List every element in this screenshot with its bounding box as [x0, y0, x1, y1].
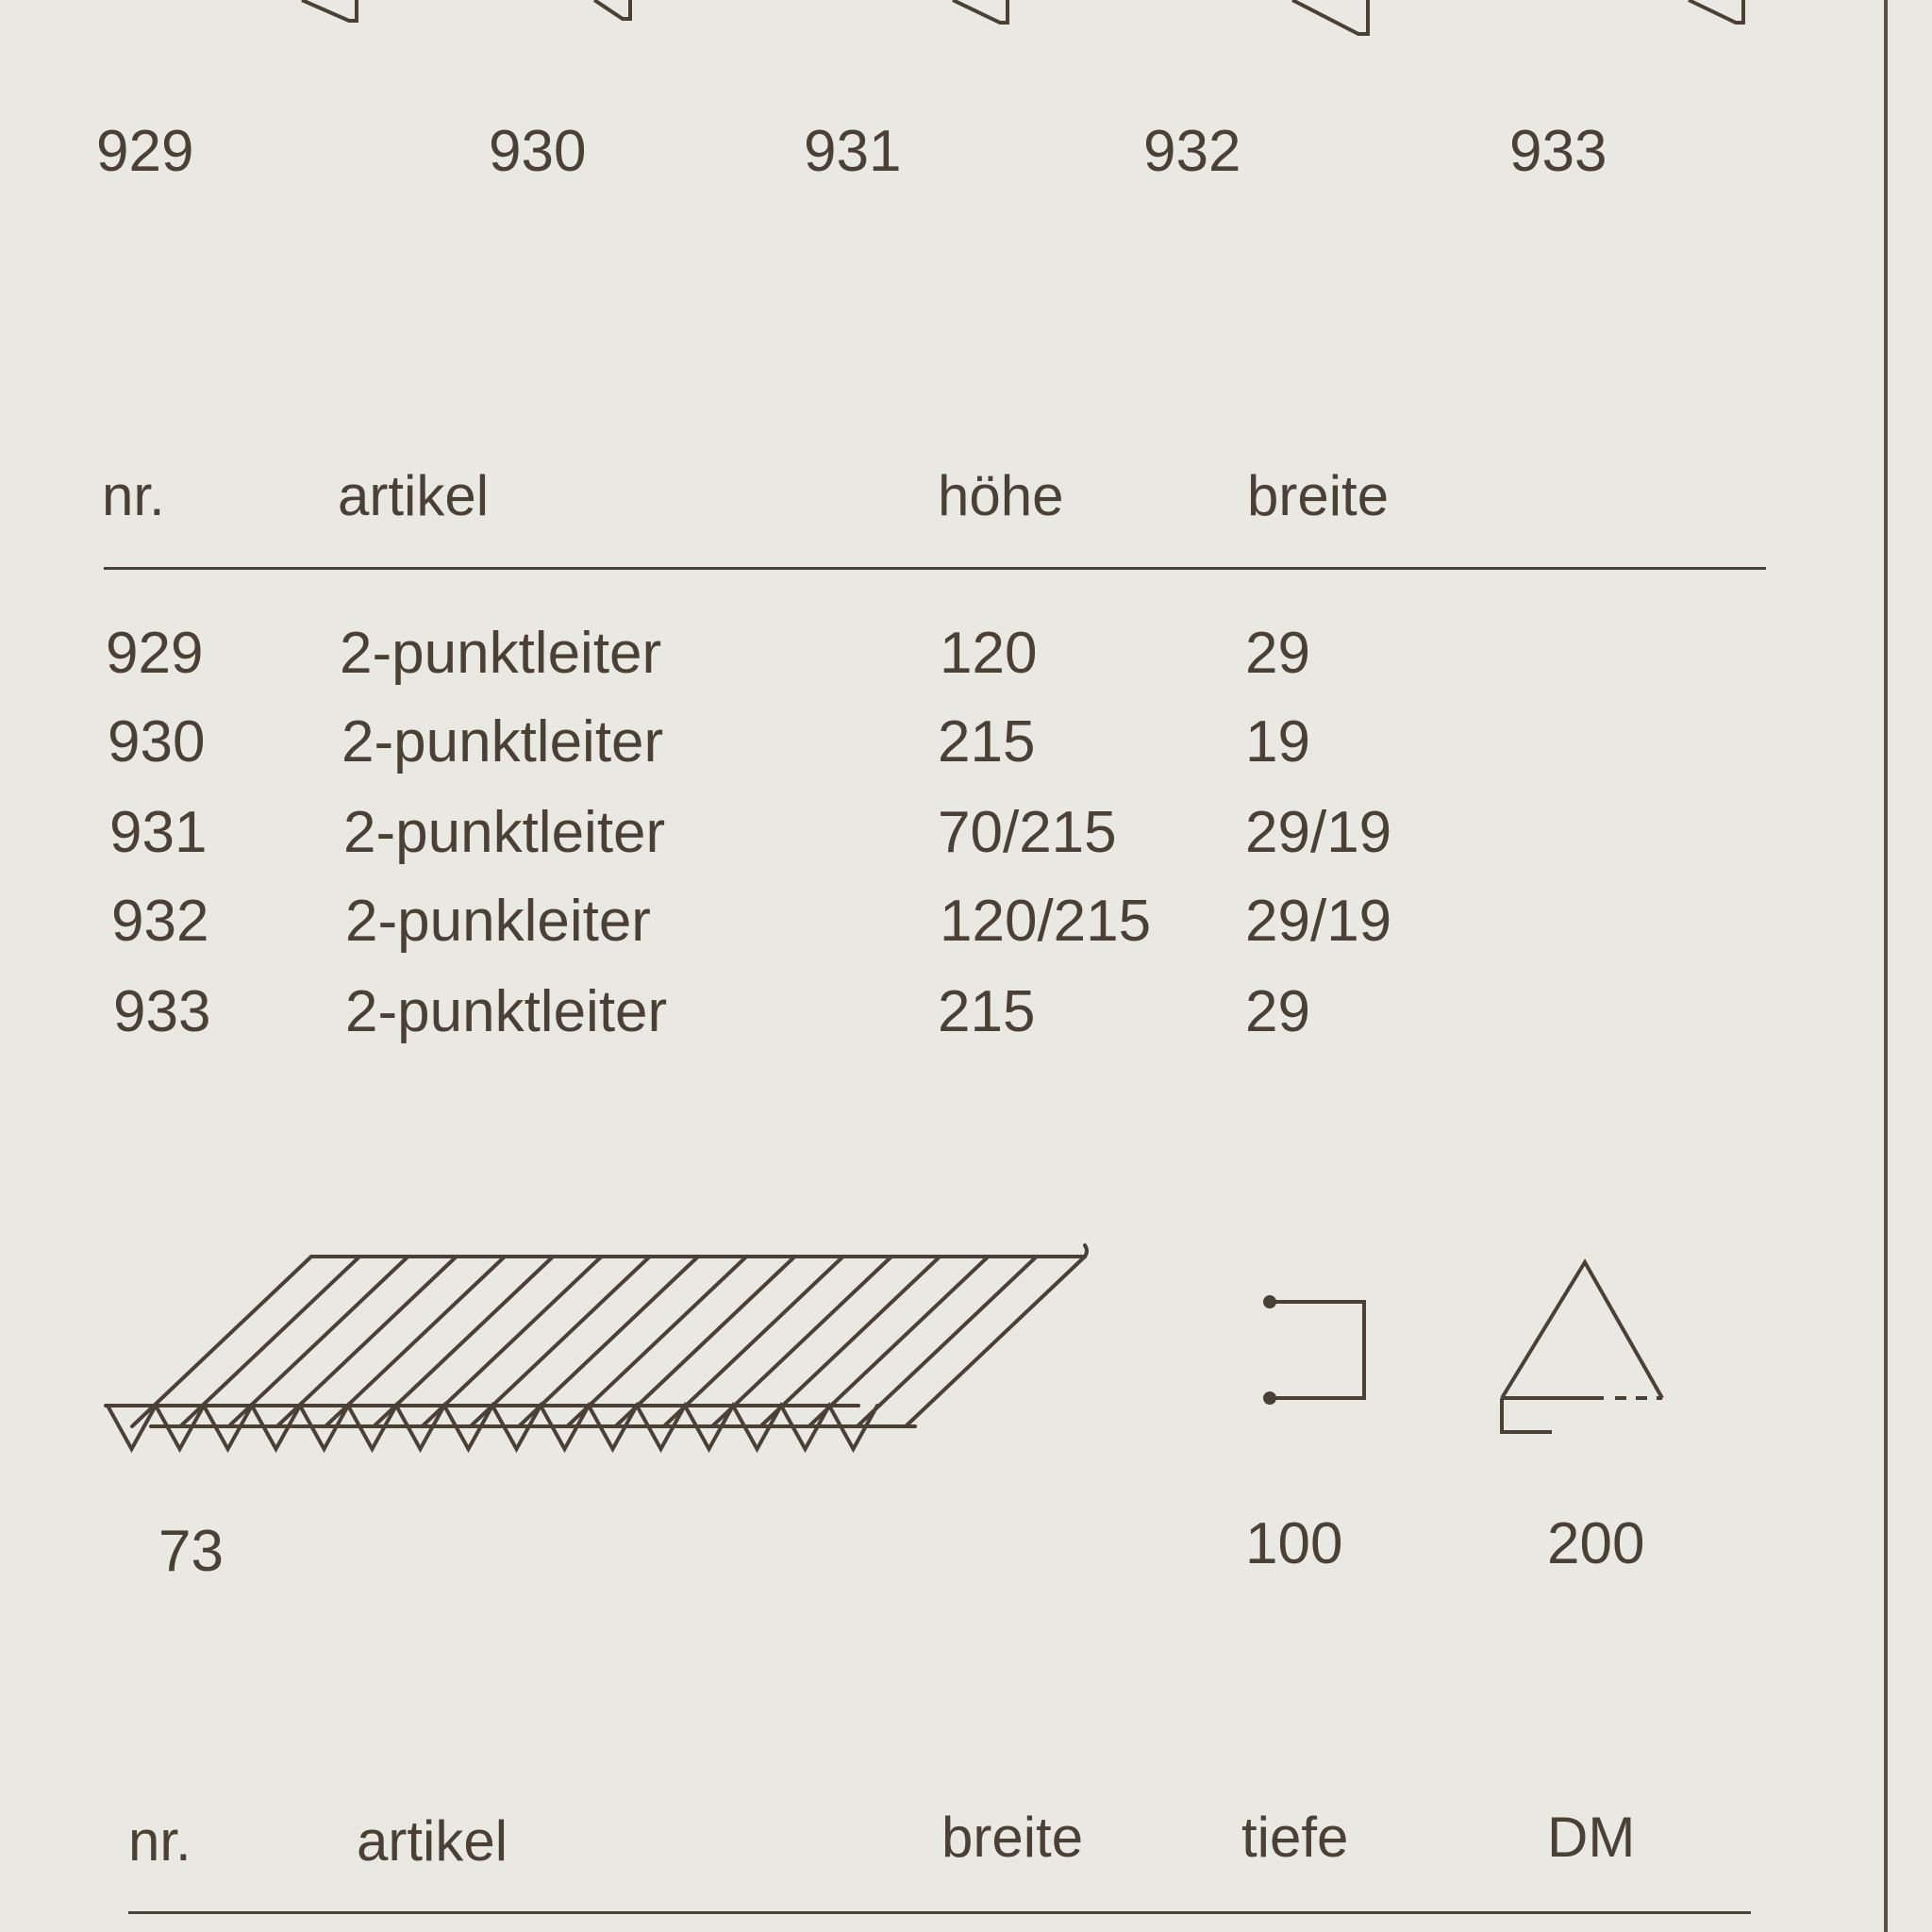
- item-number: 73: [158, 1519, 224, 1584]
- item-number: 931: [804, 119, 902, 184]
- row-hoehe: 120/215: [940, 889, 1152, 954]
- ladder-rung: [325, 1257, 505, 1426]
- column-header-nr: nr.: [128, 1809, 192, 1873]
- row-nr: 931: [109, 800, 208, 865]
- row-nr: 930: [108, 709, 206, 774]
- ladder-rung: [760, 1257, 940, 1426]
- item-number: 200: [1547, 1511, 1645, 1576]
- row-nr: 932: [111, 889, 209, 954]
- ladder-rung: [277, 1257, 457, 1426]
- column-header-breite: breite: [941, 1806, 1084, 1869]
- column-header-tiefe: tiefe: [1241, 1806, 1349, 1869]
- row-hoehe: 70/215: [938, 800, 1117, 865]
- triangle-frame-drawing: [1502, 1262, 1662, 1432]
- row-breite: 29: [1245, 979, 1310, 1044]
- page-frame-border: [1884, 0, 1888, 1932]
- ladder-rung: [374, 1257, 553, 1426]
- row-breite: 19: [1245, 709, 1310, 774]
- row-artikel: 2-punktleiter: [343, 800, 666, 865]
- item-number: 933: [1509, 119, 1607, 184]
- ladder-rung: [906, 1257, 1085, 1426]
- row-nr: 933: [113, 979, 211, 1044]
- column-header-hoehe: höhe: [938, 464, 1064, 527]
- row-nr: 929: [106, 621, 204, 686]
- item-number: 100: [1245, 1511, 1343, 1576]
- item-number: 930: [489, 119, 587, 184]
- table-header-rule: [128, 1911, 1751, 1914]
- row-breite: 29/19: [1245, 889, 1392, 954]
- ladder-rung: [858, 1257, 1037, 1426]
- row-breite: 29: [1245, 621, 1310, 686]
- row-hoehe: 215: [938, 979, 1036, 1044]
- ladder-rung: [229, 1257, 408, 1426]
- ladder-rung: [423, 1257, 602, 1426]
- ladder-rung: [567, 1257, 746, 1426]
- column-header-artikel: artikel: [357, 1809, 508, 1873]
- item-number: 929: [96, 119, 194, 184]
- ladder-rung: [180, 1257, 359, 1426]
- row-artikel: 2-punkleiter: [345, 889, 651, 954]
- column-header-dm: DM: [1547, 1806, 1636, 1869]
- row-artikel: 2-punktleiter: [340, 621, 662, 686]
- ladder-rung: [664, 1257, 843, 1426]
- column-header-breite: breite: [1247, 464, 1390, 527]
- ladder-rung: [471, 1257, 650, 1426]
- ladder-rung: [616, 1257, 795, 1426]
- ladder-rung: [712, 1257, 891, 1426]
- ladder-shelf-drawing: [106, 1245, 1087, 1449]
- ladder-rung: [132, 1257, 311, 1426]
- row-artikel: 2-punktleiter: [345, 979, 668, 1044]
- top-ladder-sketches: [0, 0, 1932, 57]
- row-breite: 29/19: [1245, 800, 1392, 865]
- row-hoehe: 215: [938, 709, 1036, 774]
- table-header-rule: [104, 567, 1766, 570]
- row-artikel: 2-punktleiter: [341, 709, 664, 774]
- column-header-artikel: artikel: [338, 464, 490, 527]
- bracket-drawing: [1265, 1297, 1364, 1403]
- column-header-nr: nr.: [102, 464, 165, 527]
- item-number: 932: [1143, 119, 1241, 184]
- row-hoehe: 120: [940, 621, 1038, 686]
- ladder-rung: [809, 1257, 989, 1426]
- ladder-rung: [519, 1257, 698, 1426]
